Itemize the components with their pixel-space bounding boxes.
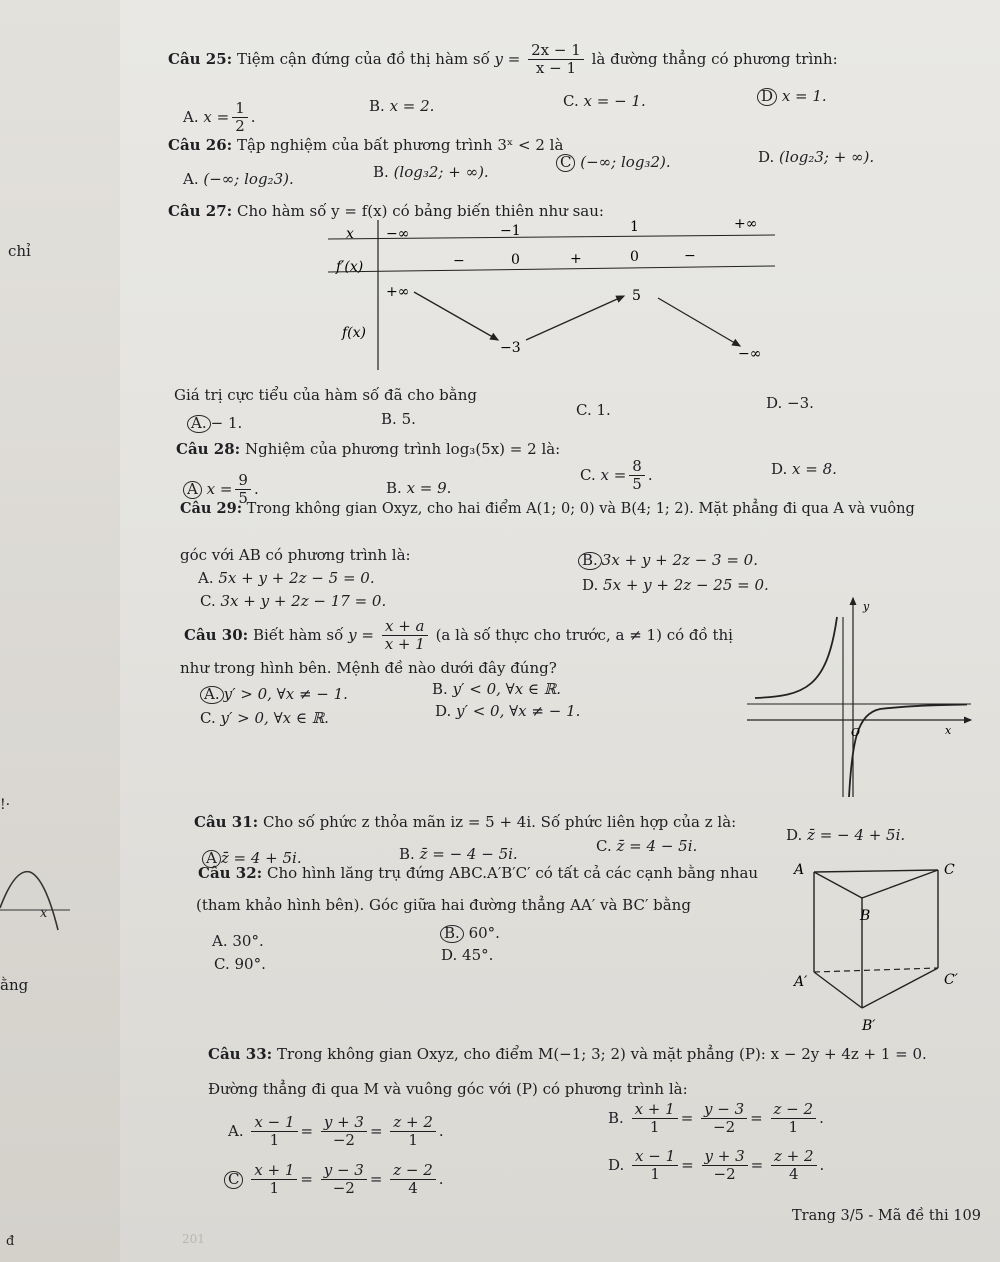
q32-prism-figure — [790, 858, 970, 1038]
q26-c-circled-label: C — [556, 154, 575, 172]
vertex-A: A — [794, 862, 805, 878]
previous-page-edge — [0, 0, 121, 1262]
q27-option-d: D. −3. — [766, 394, 814, 412]
table-f-header: f(x) — [342, 325, 367, 341]
q26-option-c: C (−∞; log₃2). — [556, 153, 671, 172]
q28-c-fraction: $\frac{8}{5}$ — [629, 458, 645, 494]
q27-option-c: C. 1. — [576, 401, 611, 419]
q25-option-a — [183, 100, 256, 136]
table-f-min: −3 — [500, 340, 521, 356]
margin-x-label: x — [40, 906, 48, 921]
q29-option-d: D. 5x + y + 2z − 25 = 0. — [582, 576, 769, 594]
q26-option-a: A. (−∞; log₂3). — [183, 170, 294, 188]
q31-option-a: A z̄ = 4 + 5i. — [202, 849, 302, 868]
q28-option-a: A x = $\frac{9}{5}$ . — [183, 472, 259, 508]
graph-x-label: x — [945, 724, 952, 737]
q31-stem: Câu 31: Cho số phức z thỏa mãn iz = 5 + 4i. Số phức liên hợp của z là: — [194, 813, 737, 831]
q27-option-a: A. − 1. — [187, 414, 242, 433]
q29-stem-line1: Câu 29: Trong không gian Oxyz, cho hai điểm A(1; 0; 0) và B(4; 1; 2). Mặt phẳng đi qua A và vuông — [180, 500, 915, 517]
q25-den: x − 1 — [535, 59, 577, 78]
vertex-C: C — [944, 862, 955, 878]
table-x-neg-inf: −∞ — [386, 226, 410, 242]
q32-option-b: B. 60°. — [440, 924, 500, 943]
vertex-B-prime: B′ — [862, 1018, 876, 1034]
q32-stem-line2: (tham khảo hình bên). Góc giữa hai đường thẳng AA′ và BC′ bằng — [196, 896, 691, 914]
q25-option-b: B. x = 2. — [369, 97, 435, 115]
q33-c-circled-label: C — [224, 1171, 243, 1189]
q29-stem-line2: góc với AB có phương trình là: — [180, 546, 411, 564]
q27-option-b: B. 5. — [381, 410, 416, 428]
q30-fraction: $\frac{x + a}{x + 1}$ — [382, 618, 428, 654]
q32-option-d: D. 45°. — [441, 946, 494, 964]
vertex-B: B — [860, 908, 871, 924]
table-x-pos-inf: +∞ — [734, 216, 758, 232]
q30-option-d: D. y′ < 0, ∀x ≠ − 1. — [435, 702, 581, 720]
q25-num: 2x − 1 — [528, 42, 584, 60]
q31-option-b: B. z̄ = − 4 − 5i. — [399, 845, 518, 863]
vertex-A-prime: A′ — [794, 974, 808, 990]
q33-option-c: C $\frac{x + 1}{1}$ = $\frac{y - 3}{-2}$ = $\frac{z - 2}{4}$ . — [224, 1162, 444, 1198]
q31-a-circled-label: A — [202, 850, 221, 868]
q30-hyperbola-graph — [745, 592, 975, 802]
q26-stem: Câu 26: Tập nghiệm của bất phương trình 3ˣ < 2 là — [168, 136, 564, 154]
q25-y-eq: y = — [494, 49, 521, 68]
curve-right-branch — [849, 705, 967, 798]
q26-option-d: D. (log₂3; + ∞). — [758, 148, 875, 166]
q26-option-b: B. (log₃2; + ∞). — [373, 163, 489, 181]
q25-text1: Tiệm cận đứng của đồ thị hàm số — [236, 49, 490, 68]
q25-option-c: C. x = − 1. — [563, 92, 646, 110]
q29-b-circled-label: B. — [578, 552, 602, 570]
q31-option-d: D. z̄ = − 4 + 5i. — [786, 826, 906, 844]
q32-b-circled-label: B. — [440, 925, 464, 943]
q25-a-pre: x = — [203, 107, 230, 126]
q25-option-d: D x = 1. — [757, 87, 827, 106]
table-f-max: 5 — [632, 288, 641, 304]
table-sign-5: − — [684, 248, 696, 264]
graph-origin-label: O — [851, 726, 861, 739]
page-footer: Trang 3/5 - Mã đề thi 109 — [792, 1208, 981, 1224]
table-sign-4: 0 — [630, 249, 639, 265]
q30-stem: Câu 30: Biết hàm số y = $\frac{x + a}{x + 1}$ (a là số thực cho trước, a ≠ 1) có đồ thị — [184, 617, 733, 654]
q30-option-b: B. y′ < 0, ∀x ∈ ℝ. — [432, 680, 562, 698]
q27-ask: Giá trị cực tiểu của hàm số đã cho bằng — [174, 386, 477, 404]
q30-a-circled-label: A. — [200, 686, 224, 704]
q28-option-b: B. x = 9. — [386, 479, 452, 497]
q25-a-den: 2 — [235, 117, 245, 136]
q28-option-c: C. x = $\frac{8}{5}$ . — [580, 457, 653, 494]
q33-option-b: B. $\frac{x + 1}{1}$ = $\frac{y - 3}{-2}$ = $\frac{z - 2}{1}$ . — [608, 1100, 824, 1137]
curve-left-branch — [755, 617, 837, 698]
q30-option-a: A. y′ > 0, ∀x ≠ − 1. — [200, 685, 348, 704]
q25-a-num: 1 — [232, 100, 248, 118]
q25-a-fraction — [232, 100, 248, 136]
table-x-one: 1 — [630, 219, 639, 235]
faint-bleed-through-text: 201 — [182, 1232, 205, 1246]
table-sign-1: − — [453, 253, 465, 269]
q30-option-c: C. y′ > 0, ∀x ∈ ℝ. — [200, 709, 329, 727]
q25-fraction — [528, 42, 584, 78]
table-arrow-up — [526, 296, 624, 340]
q25-stem — [168, 42, 838, 78]
q32-stem-line1: Câu 32: Cho hình lăng trụ đứng ABC.A′B′C′ có tất cả các cạnh bằng nhau — [198, 864, 759, 882]
margin-text-chi: chỉ — [8, 242, 31, 260]
q29-option-a: A. 5x + y + 2z − 5 = 0. — [198, 569, 375, 587]
q28-option-d: D. x = 8. — [771, 460, 837, 478]
q27-stem: Câu 27: Cho hàm số y = f(x) có bảng biến thiên như sau: — [168, 202, 604, 220]
q28-a-fraction: $\frac{9}{5}$ — [235, 472, 251, 508]
q29-option-c: C. 3x + y + 2z − 17 = 0. — [200, 592, 387, 610]
q33-stem-line2: Đường thẳng đi qua M và vuông góc với (P) có phương trình là: — [208, 1080, 688, 1098]
q33-option-d: D. $\frac{x - 1}{1}$ = $\frac{y + 3}{-2}$ = $\frac{z + 2}{4}$ . — [608, 1147, 825, 1184]
table-fprime-header: f′(x) — [336, 259, 364, 275]
q30-stem-line2: như trong hình bên. Mệnh đề nào dưới đây đúng? — [180, 659, 557, 677]
margin-text-d: đ — [6, 1234, 15, 1249]
q25-a-label: A. — [183, 107, 199, 126]
table-arrow-down-2 — [658, 298, 740, 346]
q32-option-c: C. 90°. — [214, 955, 266, 973]
table-x-minus-one: −1 — [500, 223, 521, 239]
q31-option-c: C. z̄ = 4 − 5i. — [596, 837, 698, 855]
vertex-C-prime: C′ — [944, 972, 958, 988]
table-x-header: x — [346, 226, 354, 242]
q25-text2: là đường thẳng có phương trình: — [591, 49, 838, 68]
table-arrow-down-1 — [414, 292, 498, 340]
graph-y-label: y — [863, 600, 870, 613]
q25-d-circled-label: D — [757, 88, 777, 106]
q33-stem-line1: Câu 33: Trong không gian Oxyz, cho điểm M(−1; 3; 2) và mặt phẳng (P): x − 2y + 4z + 1 = 0. — [208, 1045, 927, 1063]
q33-option-a: A. $\frac{x - 1}{1}$ = $\frac{y + 3}{-2}$ = $\frac{z + 2}{1}$ . — [228, 1113, 444, 1150]
q29-option-b: B. 3x + y + 2z − 3 = 0. — [578, 551, 758, 570]
q28-a-circled-label: A — [183, 481, 202, 499]
variation-table — [320, 212, 790, 372]
table-sign-3: + — [570, 251, 582, 267]
q28-stem: Câu 28: Nghiệm của phương trình log₃(5x) = 2 là: — [176, 440, 561, 458]
q27-a-circled-label: A. — [187, 415, 211, 433]
margin-mark: !· — [0, 797, 11, 813]
margin-text-ang: ằng — [0, 976, 29, 994]
q25-a-post: . — [250, 107, 256, 126]
table-sign-2: 0 — [511, 252, 520, 268]
q25-head: Câu 25: — [168, 49, 233, 68]
table-f-pos-inf: +∞ — [386, 284, 410, 300]
q32-option-a: A. 30°. — [212, 932, 264, 950]
table-f-neg-inf: −∞ — [738, 346, 762, 362]
margin-graph-fragment — [0, 860, 120, 940]
